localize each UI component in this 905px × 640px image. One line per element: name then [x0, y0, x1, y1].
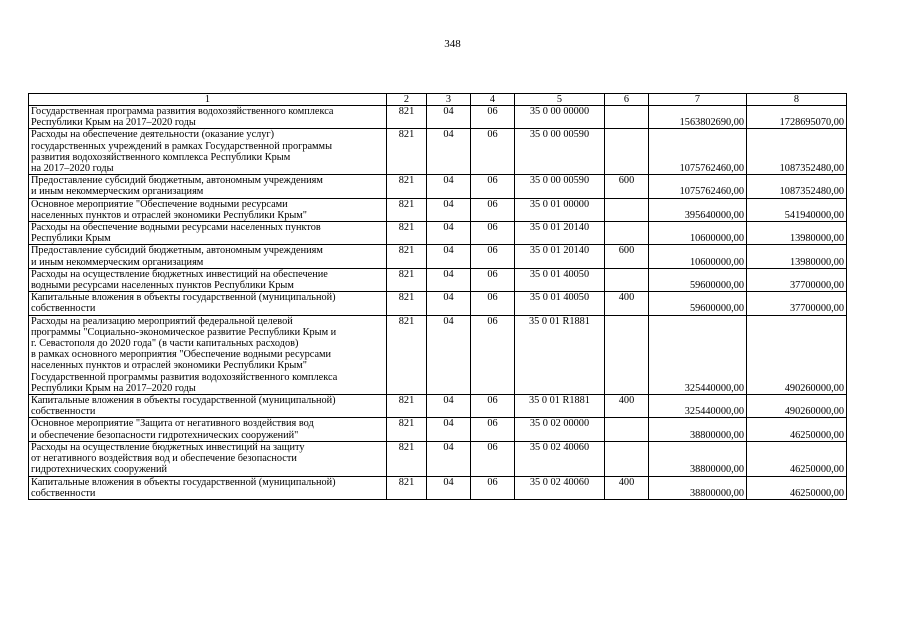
row-code-subsection-cell: 06: [471, 198, 515, 221]
row-amount-2020-cell: 46250000,00: [747, 476, 847, 499]
row-code-subsection-cell: 06: [471, 441, 515, 476]
row-code-subsection-cell: 06: [471, 106, 515, 129]
row-amount-2019-cell: 1075762460,00: [649, 129, 747, 175]
row-name-cell: Капитальные вложения в объекты государственной (муниципальной) собственности: [29, 395, 387, 418]
table-row: [29, 129, 847, 175]
row-code-subsection-cell: 06: [471, 418, 515, 441]
table-row: [29, 395, 847, 418]
header-cell: 1: [29, 94, 387, 106]
row-expense-type-cell: 600: [605, 175, 649, 198]
table-row: [29, 175, 847, 198]
row-code-admin-cell: 821: [387, 222, 427, 245]
row-name-cell: Расходы на осуществление бюджетных инвестиций на обеспечение водными ресурсами населенных пунктов Республики Крым: [29, 268, 387, 291]
header-cell: 8: [747, 94, 847, 106]
row-target-article-cell: 35 0 02 40060: [515, 476, 605, 499]
row-code-subsection-cell: 06: [471, 268, 515, 291]
header-cell: 3: [427, 94, 471, 106]
row-amount-2019-cell: 1075762460,00: [649, 175, 747, 198]
row-target-article-cell: 35 0 00 00590: [515, 175, 605, 198]
row-code-section-cell: 04: [427, 222, 471, 245]
row-name-cell: Предоставление субсидий бюджетным, автономным учреждениям и иным некоммерческим организациям: [29, 175, 387, 198]
header-cell: 6: [605, 94, 649, 106]
row-code-section-cell: 04: [427, 268, 471, 291]
row-code-section-cell: 04: [427, 476, 471, 499]
row-expense-type-cell: [605, 268, 649, 291]
row-amount-2020-cell: 46250000,00: [747, 418, 847, 441]
row-expense-type-cell: 400: [605, 292, 649, 315]
header-cell: 2: [387, 94, 427, 106]
row-target-article-cell: 35 0 01 20140: [515, 245, 605, 268]
row-code-section-cell: 04: [427, 175, 471, 198]
row-code-section-cell: 04: [427, 129, 471, 175]
row-code-section-cell: 04: [427, 315, 471, 394]
row-expense-type-cell: [605, 441, 649, 476]
row-target-article-cell: 35 0 01 20140: [515, 222, 605, 245]
row-code-section-cell: 04: [427, 441, 471, 476]
row-code-subsection-cell: 06: [471, 129, 515, 175]
page-number: 348: [444, 38, 461, 50]
table-row: [29, 418, 847, 441]
row-amount-2020-cell: 13980000,00: [747, 245, 847, 268]
row-name-cell: Расходы на осуществление бюджетных инвестиций на защиту от негативного воздействия вод и обеспечение безопасности гидротехнических сооружений: [29, 441, 387, 476]
row-code-subsection-cell: 06: [471, 245, 515, 268]
row-target-article-cell: 35 0 02 40060: [515, 441, 605, 476]
row-amount-2020-cell: 37700000,00: [747, 268, 847, 291]
row-code-admin-cell: 821: [387, 175, 427, 198]
row-amount-2020-cell: 541940000,00: [747, 198, 847, 221]
row-code-admin-cell: 821: [387, 245, 427, 268]
table-row: [29, 245, 847, 268]
row-amount-2020-cell: 490260000,00: [747, 315, 847, 394]
row-target-article-cell: 35 0 00 00590: [515, 129, 605, 175]
row-target-article-cell: 35 0 02 00000: [515, 418, 605, 441]
table-row: [29, 222, 847, 245]
row-code-admin-cell: 821: [387, 198, 427, 221]
row-expense-type-cell: [605, 418, 649, 441]
row-name-cell: Основное мероприятие "Обеспечение водными ресурсами населенных пунктов и отраслей экономики Республики Крым": [29, 198, 387, 221]
row-name-cell: Предоставление субсидий бюджетным, автономным учреждениям и иным некоммерческим организациям: [29, 245, 387, 268]
row-expense-type-cell: 600: [605, 245, 649, 268]
row-expense-type-cell: [605, 222, 649, 245]
row-amount-2019-cell: 59600000,00: [649, 268, 747, 291]
row-amount-2020-cell: 1087352480,00: [747, 129, 847, 175]
row-name-cell: Капитальные вложения в объекты государственной (муниципальной) собственности: [29, 476, 387, 499]
row-target-article-cell: 35 0 01 40050: [515, 268, 605, 291]
row-code-admin-cell: 821: [387, 476, 427, 499]
row-target-article-cell: 35 0 00 00000: [515, 106, 605, 129]
header-cell: 4: [471, 94, 515, 106]
table-row: [29, 292, 847, 315]
row-amount-2020-cell: 1087352480,00: [747, 175, 847, 198]
row-target-article-cell: 35 0 01 00000: [515, 198, 605, 221]
row-code-section-cell: 04: [427, 418, 471, 441]
row-code-admin-cell: 821: [387, 129, 427, 175]
row-target-article-cell: 35 0 01 R1881: [515, 395, 605, 418]
row-amount-2020-cell: 37700000,00: [747, 292, 847, 315]
row-expense-type-cell: [605, 106, 649, 129]
row-code-section-cell: 04: [427, 292, 471, 315]
row-amount-2019-cell: 38800000,00: [649, 476, 747, 499]
row-code-admin-cell: 821: [387, 395, 427, 418]
row-amount-2019-cell: 10600000,00: [649, 245, 747, 268]
row-code-subsection-cell: 06: [471, 476, 515, 499]
row-amount-2019-cell: 1563802690,00: [649, 106, 747, 129]
row-code-subsection-cell: 06: [471, 222, 515, 245]
row-amount-2020-cell: 13980000,00: [747, 222, 847, 245]
row-amount-2019-cell: 395640000,00: [649, 198, 747, 221]
header-cell: 7: [649, 94, 747, 106]
row-code-admin-cell: 821: [387, 418, 427, 441]
table-header-row: [29, 94, 847, 106]
row-name-cell: Капитальные вложения в объекты государственной (муниципальной) собственности: [29, 292, 387, 315]
row-code-section-cell: 04: [427, 245, 471, 268]
table-row: [29, 268, 847, 291]
row-amount-2019-cell: 325440000,00: [649, 395, 747, 418]
row-code-admin-cell: 821: [387, 292, 427, 315]
row-code-admin-cell: 821: [387, 315, 427, 394]
row-code-section-cell: 04: [427, 106, 471, 129]
row-amount-2020-cell: 46250000,00: [747, 441, 847, 476]
row-code-subsection-cell: 06: [471, 175, 515, 198]
row-name-cell: Расходы на реализацию мероприятий федеральной целевой программы "Социально-экономическое развитие Республики Крым и г. Севастополя до 2020 года" (в части капитальных расходов) в рамках основного мероприятия "Обеспечение водными ресурсами населенных пунктов и отраслей экономики Республики Крым" Государственной программы развития водохозяйственного комплекса Республики Крым на 2017–2020 годы: [29, 315, 387, 394]
row-amount-2019-cell: 325440000,00: [649, 315, 747, 394]
row-expense-type-cell: [605, 129, 649, 175]
table-row: [29, 315, 847, 394]
table-row: [29, 106, 847, 129]
row-code-subsection-cell: 06: [471, 395, 515, 418]
row-code-admin-cell: 821: [387, 106, 427, 129]
row-expense-type-cell: 400: [605, 395, 649, 418]
budget-table: [28, 93, 847, 500]
row-expense-type-cell: 400: [605, 476, 649, 499]
row-target-article-cell: 35 0 01 R1881: [515, 315, 605, 394]
row-code-subsection-cell: 06: [471, 315, 515, 394]
row-amount-2019-cell: 59600000,00: [649, 292, 747, 315]
row-expense-type-cell: [605, 198, 649, 221]
row-name-cell: Основное мероприятие "Защита от негативного воздействия вод и обеспечение безопасности гидротехнических сооружений": [29, 418, 387, 441]
row-name-cell: Расходы на обеспечение деятельности (оказание услуг) государственных учреждений в рамках Государственной программы развития водохозяйственного комплекса Республики Крым на 2017–2020 годы: [29, 129, 387, 175]
row-name-cell: Государственная программа развития водохозяйственного комплекса Республики Крым на 2017–2020 годы: [29, 106, 387, 129]
row-amount-2020-cell: 490260000,00: [747, 395, 847, 418]
row-target-article-cell: 35 0 01 40050: [515, 292, 605, 315]
row-amount-2019-cell: 38800000,00: [649, 441, 747, 476]
row-code-section-cell: 04: [427, 395, 471, 418]
row-expense-type-cell: [605, 315, 649, 394]
table-row: [29, 198, 847, 221]
row-amount-2019-cell: 10600000,00: [649, 222, 747, 245]
row-code-subsection-cell: 06: [471, 292, 515, 315]
row-amount-2019-cell: 38800000,00: [649, 418, 747, 441]
row-code-section-cell: 04: [427, 198, 471, 221]
table-row: [29, 476, 847, 499]
row-name-cell: Расходы на обеспечение водными ресурсами населенных пунктов Республики Крым: [29, 222, 387, 245]
row-code-admin-cell: 821: [387, 268, 427, 291]
row-amount-2020-cell: 1728695070,00: [747, 106, 847, 129]
header-cell: 5: [515, 94, 605, 106]
row-code-admin-cell: 821: [387, 441, 427, 476]
table-row: [29, 441, 847, 476]
